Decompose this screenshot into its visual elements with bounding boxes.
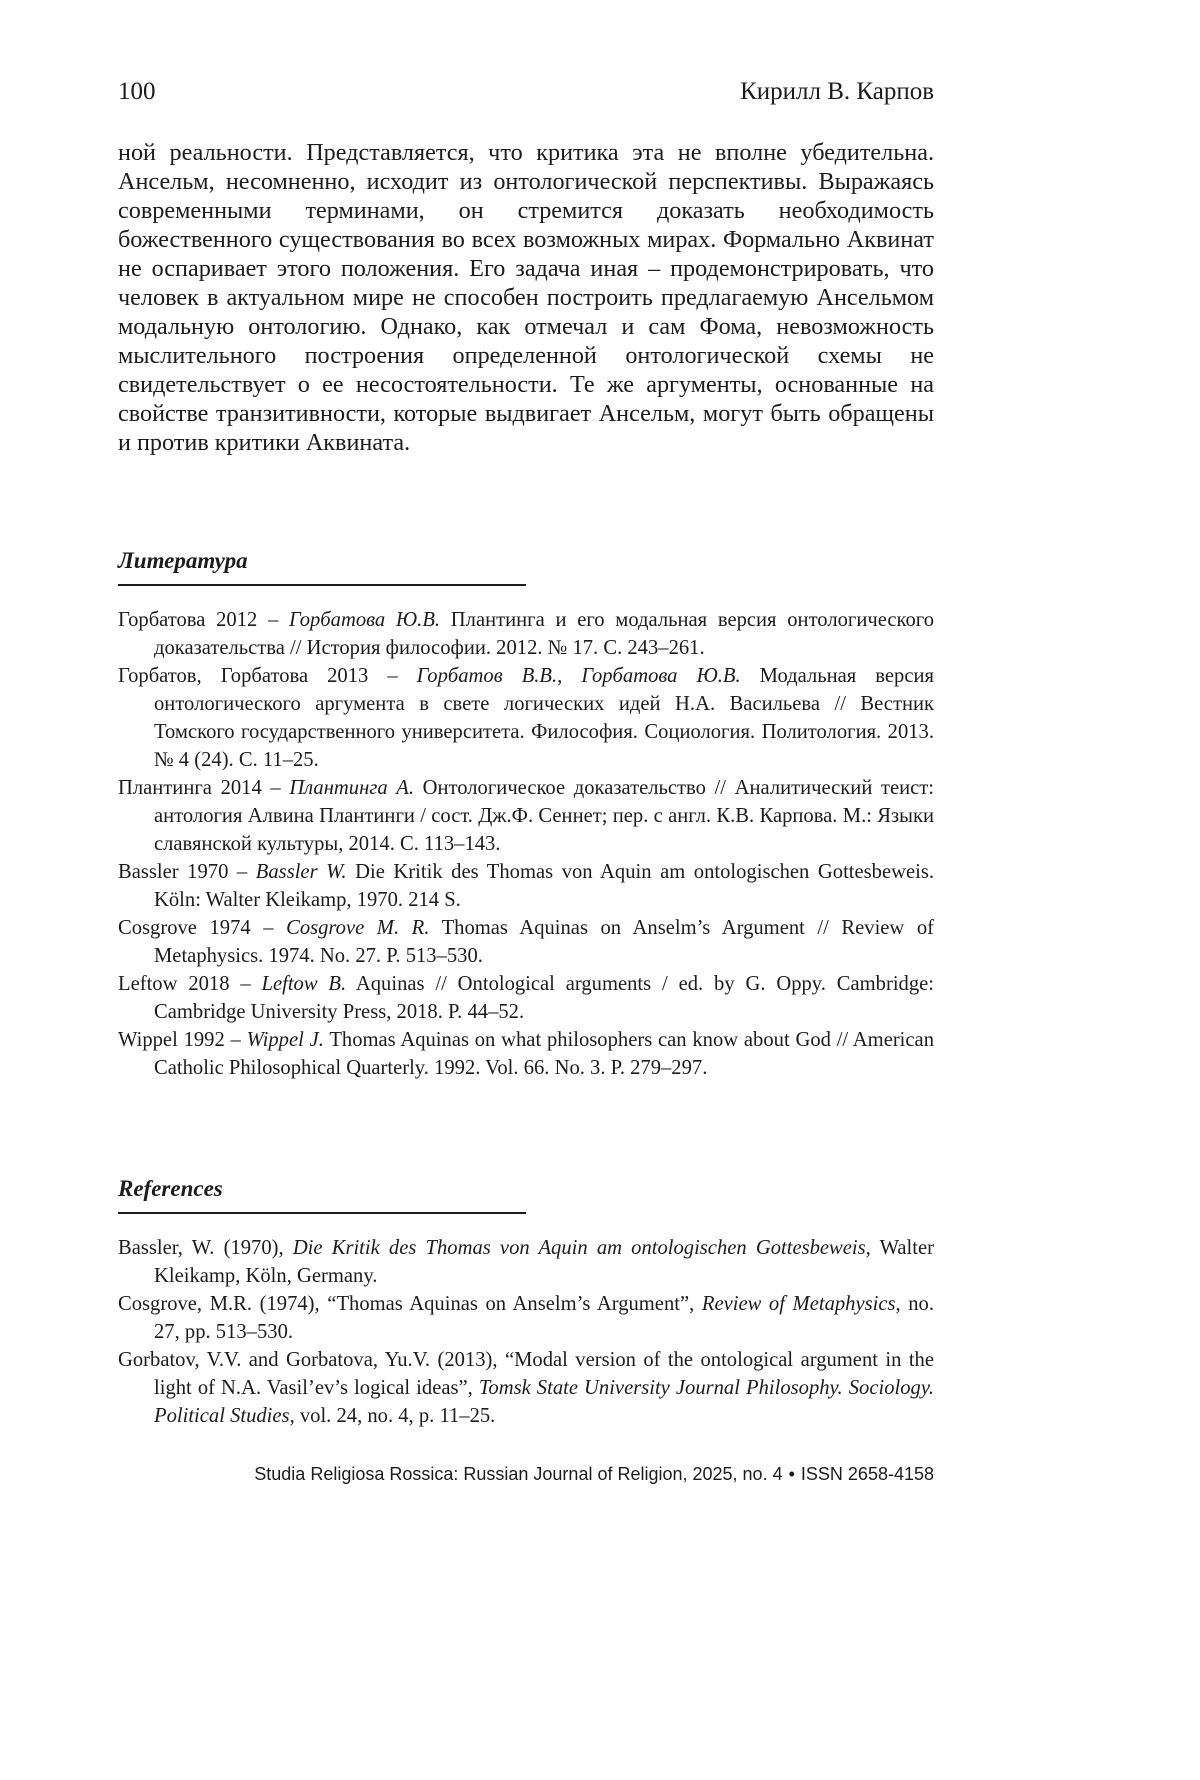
literature-entry: Горбатова 2012 – Горбатова Ю.В. Плантинга и его модальная версия онтологического доказательства // История философии. 2012. № 17. С. 243–261. — [118, 609, 935, 659]
running-head — [118, 74, 934, 110]
running-head-author: Кирилл В. Карпов — [740, 78, 934, 105]
reference-entry: Cosgrove, M.R. (1974), “Thomas Aquinas on Anselm’s Argument”, Review of Metaphysics, no. 27, pp. 513–530. — [118, 1293, 934, 1343]
reference-entry: Bassler, W. (1970), Die Kritik des Thomas von Aquin am ontologischen Gottesbeweis, Walter Kleikamp, Köln, Germany. — [118, 1237, 934, 1287]
page-footer — [254, 1462, 934, 1486]
literature-entry: Плантинга 2014 – Плантинга А. Онтологическое доказательство // Аналитический теист: антология Алвина Плантинги / сост. Дж.Ф. Сеннет; пер. с англ. К.В. Карпова. М.: Языки славянской культуры, 2014. С. 113–143. — [118, 777, 934, 855]
literature-list — [118, 606, 934, 1082]
body-paragraph: ной реальности. Представляется, что критика эта не вполне убедительна. Ансельм, несомненно, исходит из онтологической перспективы. Выражаясь современными терминами, он стремится доказать необходимость божественного существования во всех возможных мирах. Формально Аквинат не оспаривает этого положения. Его задача иная – продемонстрировать, что человек в актуальном мире не способен построить предлагаемую Ансельмом модальную онтологию. Однако, как отмечал и сам Фома, невозможность мыслительного построения определенной онтологической схемы не свидетельствует о ее несостоятельности. Те же аргументы, основанные на свойстве транзитивности, которые выдвигает Ансельм, могут быть обращены и против критики Аквината. — [118, 139, 934, 456]
footer-issn: ISSN 2658-4158 — [800, 1464, 934, 1484]
footer-bullet: • — [788, 1464, 795, 1484]
footer-journal: Studia Religiosa Rossica: Russian Journal of Religion, 2025, no. 4 — [254, 1464, 783, 1484]
references-heading: References — [118, 1174, 526, 1214]
literature-entry: Wippel 1992 – Wippel J. Thomas Aquinas on what philosophers can know about God // American Catholic Philosophical Quarterly. 1992. Vol. 66. No. 3. P. 279–297. — [118, 1029, 934, 1079]
reference-entry: Gorbatov, V.V. and Gorbatova, Yu.V. (2013), “Modal version of the ontological argument in the light of N.A. Vasil’ev’s logical ideas”, Tomsk State University Journal Philosophy. Sociology. Political Studies, vol. 24, no. 4, p. 11–25. — [118, 1349, 934, 1427]
literature-entry: Leftow 2018 – Leftow B. Aquinas // Ontological arguments / ed. by G. Oppy. Cambridge: Cambridge University Press, 2018. P. 44–52. — [118, 973, 934, 1023]
page-number: 100 — [118, 78, 156, 105]
references-list — [118, 1234, 934, 1430]
literature-entry: Горбатов, Горбатова 2013 – Горбатов В.В., Горбатова Ю.В. Модальная версия онтологического аргумента в свете логических идей Н.А. Васильева // Вестник Томского государственного университета. Философия. Социология. Политология. 2013. № 4 (24). С. 11–25. — [118, 665, 934, 771]
literature-entry: Cosgrove 1974 – Cosgrove M. R. Thomas Aquinas on Anselm’s Argument // Review of Metaphysics. 1974. No. 27. P. 513–530. — [118, 917, 935, 967]
literature-heading: Литература — [118, 546, 526, 586]
literature-entry: Bassler 1970 – Bassler W. Die Kritik des Thomas von Aquin am ontologischen Gottesbeweis. Köln: Walter Kleikamp, 1970. 214 S. — [118, 861, 934, 911]
